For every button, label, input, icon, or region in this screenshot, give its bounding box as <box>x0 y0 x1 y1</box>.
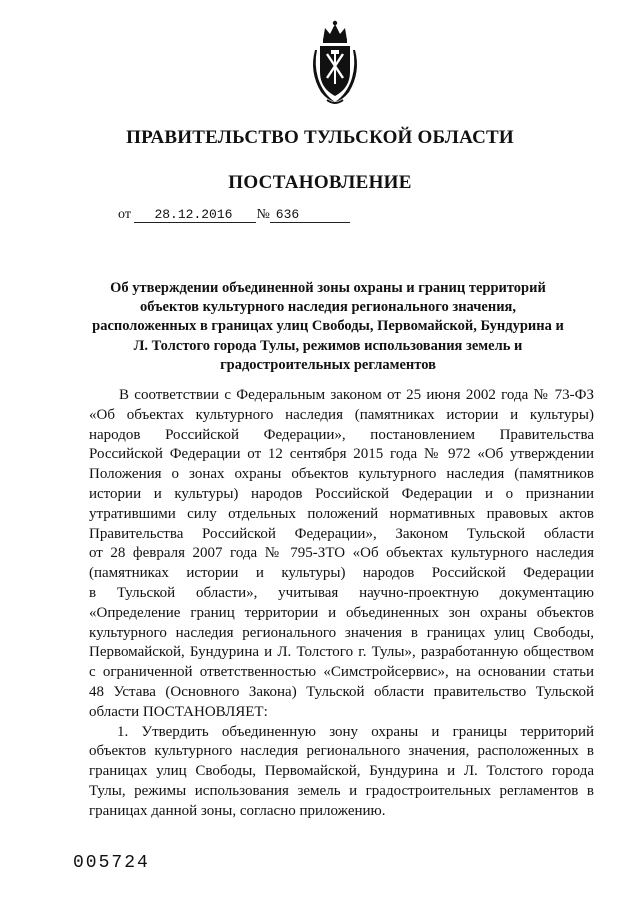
item-line: объектов культурного наследия регионального значения, расположенных в <box>89 743 594 760</box>
date-number-line <box>118 207 350 223</box>
organization-title: ПРАВИТЕЛЬСТВО ТУЛЬСКОЙ ОБЛАСТИ <box>126 127 514 148</box>
body-line: Положения о зонах охраны объектов культурного наследия (памятников <box>89 466 594 483</box>
heading-line: расположенных в границах улиц Свободы, Первомайской, Бундурина и <box>92 318 564 335</box>
body-line: области ПОСТАНОВЛЯЕТ: <box>89 703 268 720</box>
document-body <box>89 386 594 822</box>
item-line: границах данной зоны, согласно приложению. <box>89 802 386 819</box>
body-line: Первомайской, Бундурина и Л. Толстого г. Тулы», разработанную обществом <box>89 644 594 661</box>
body-line: культурного наследия регионального значения в границах улиц Свободы, <box>89 624 594 641</box>
body-line: с ограниченной ответственностью «Симстройсервис», на основании статьи <box>89 664 594 681</box>
item-line: 1. Утвердить объединенную зону охраны и границы территорий <box>117 723 594 740</box>
heading-line: Об утверждении объединенной зоны охраны и границ территорий <box>110 280 546 296</box>
item-line: границах улиц Свободы, Первомайской, Бундурина и Л. Толстого города <box>89 763 594 780</box>
number-prefix: № <box>256 207 270 222</box>
body-line: В соответствии с Федеральным законом от 25 июня 2002 года № 73-ФЗ <box>119 387 594 403</box>
body-line: от 28 февраля 2007 года № 795-ЗТО «Об объектах культурного наследия <box>89 545 594 562</box>
body-line: (памятниках истории и культуры) народов Российской Федерации <box>89 565 594 582</box>
document-type-title: ПОСТАНОВЛЕНИЕ <box>228 172 412 193</box>
number-field <box>270 208 350 223</box>
body-line: Российской Федерации от 12 сентября 2015 года № 972 «Об утверждении <box>89 446 594 463</box>
item-line: Тулы, режимы использования земель и градостроительных регламентов в <box>89 782 594 799</box>
body-line: народов Российской Федерации», постановлением Правительства <box>89 426 594 443</box>
body-line: «Определение границ территории и объединенных зон охраны объектов <box>89 604 594 621</box>
heading-line: Л. Толстого города Тулы, режимов использования земель и <box>133 337 523 354</box>
heading-line: градостроительных регламентов <box>220 356 436 373</box>
serial-number: 005724 <box>73 853 150 873</box>
document-number: 636 <box>275 207 300 222</box>
date-field <box>134 208 256 223</box>
body-line: утратившими силу отдельных положений нормативных правовых актов <box>89 505 594 522</box>
document-heading <box>90 279 566 375</box>
tula-coat-of-arms-icon <box>307 20 363 106</box>
body-line: истории и культуры) народов Российской Федерации и о признании <box>89 485 594 502</box>
date-prefix: от <box>118 207 131 222</box>
body-line: 48 Устава (Основного Закона) Тульской области правительство Тульской <box>89 683 594 700</box>
heading-line: объектов культурного наследия регионального значения, <box>139 299 517 316</box>
body-line: Правительства Российской Федерации», Законом Тульской области <box>89 525 594 542</box>
body-line: в Тульской области», учитывая научно-проектную документацию <box>89 584 594 601</box>
document-date: 28.12.2016 <box>154 207 233 222</box>
body-line: «Об объектах культурного наследия (памятниках истории и культуры) <box>89 406 594 423</box>
